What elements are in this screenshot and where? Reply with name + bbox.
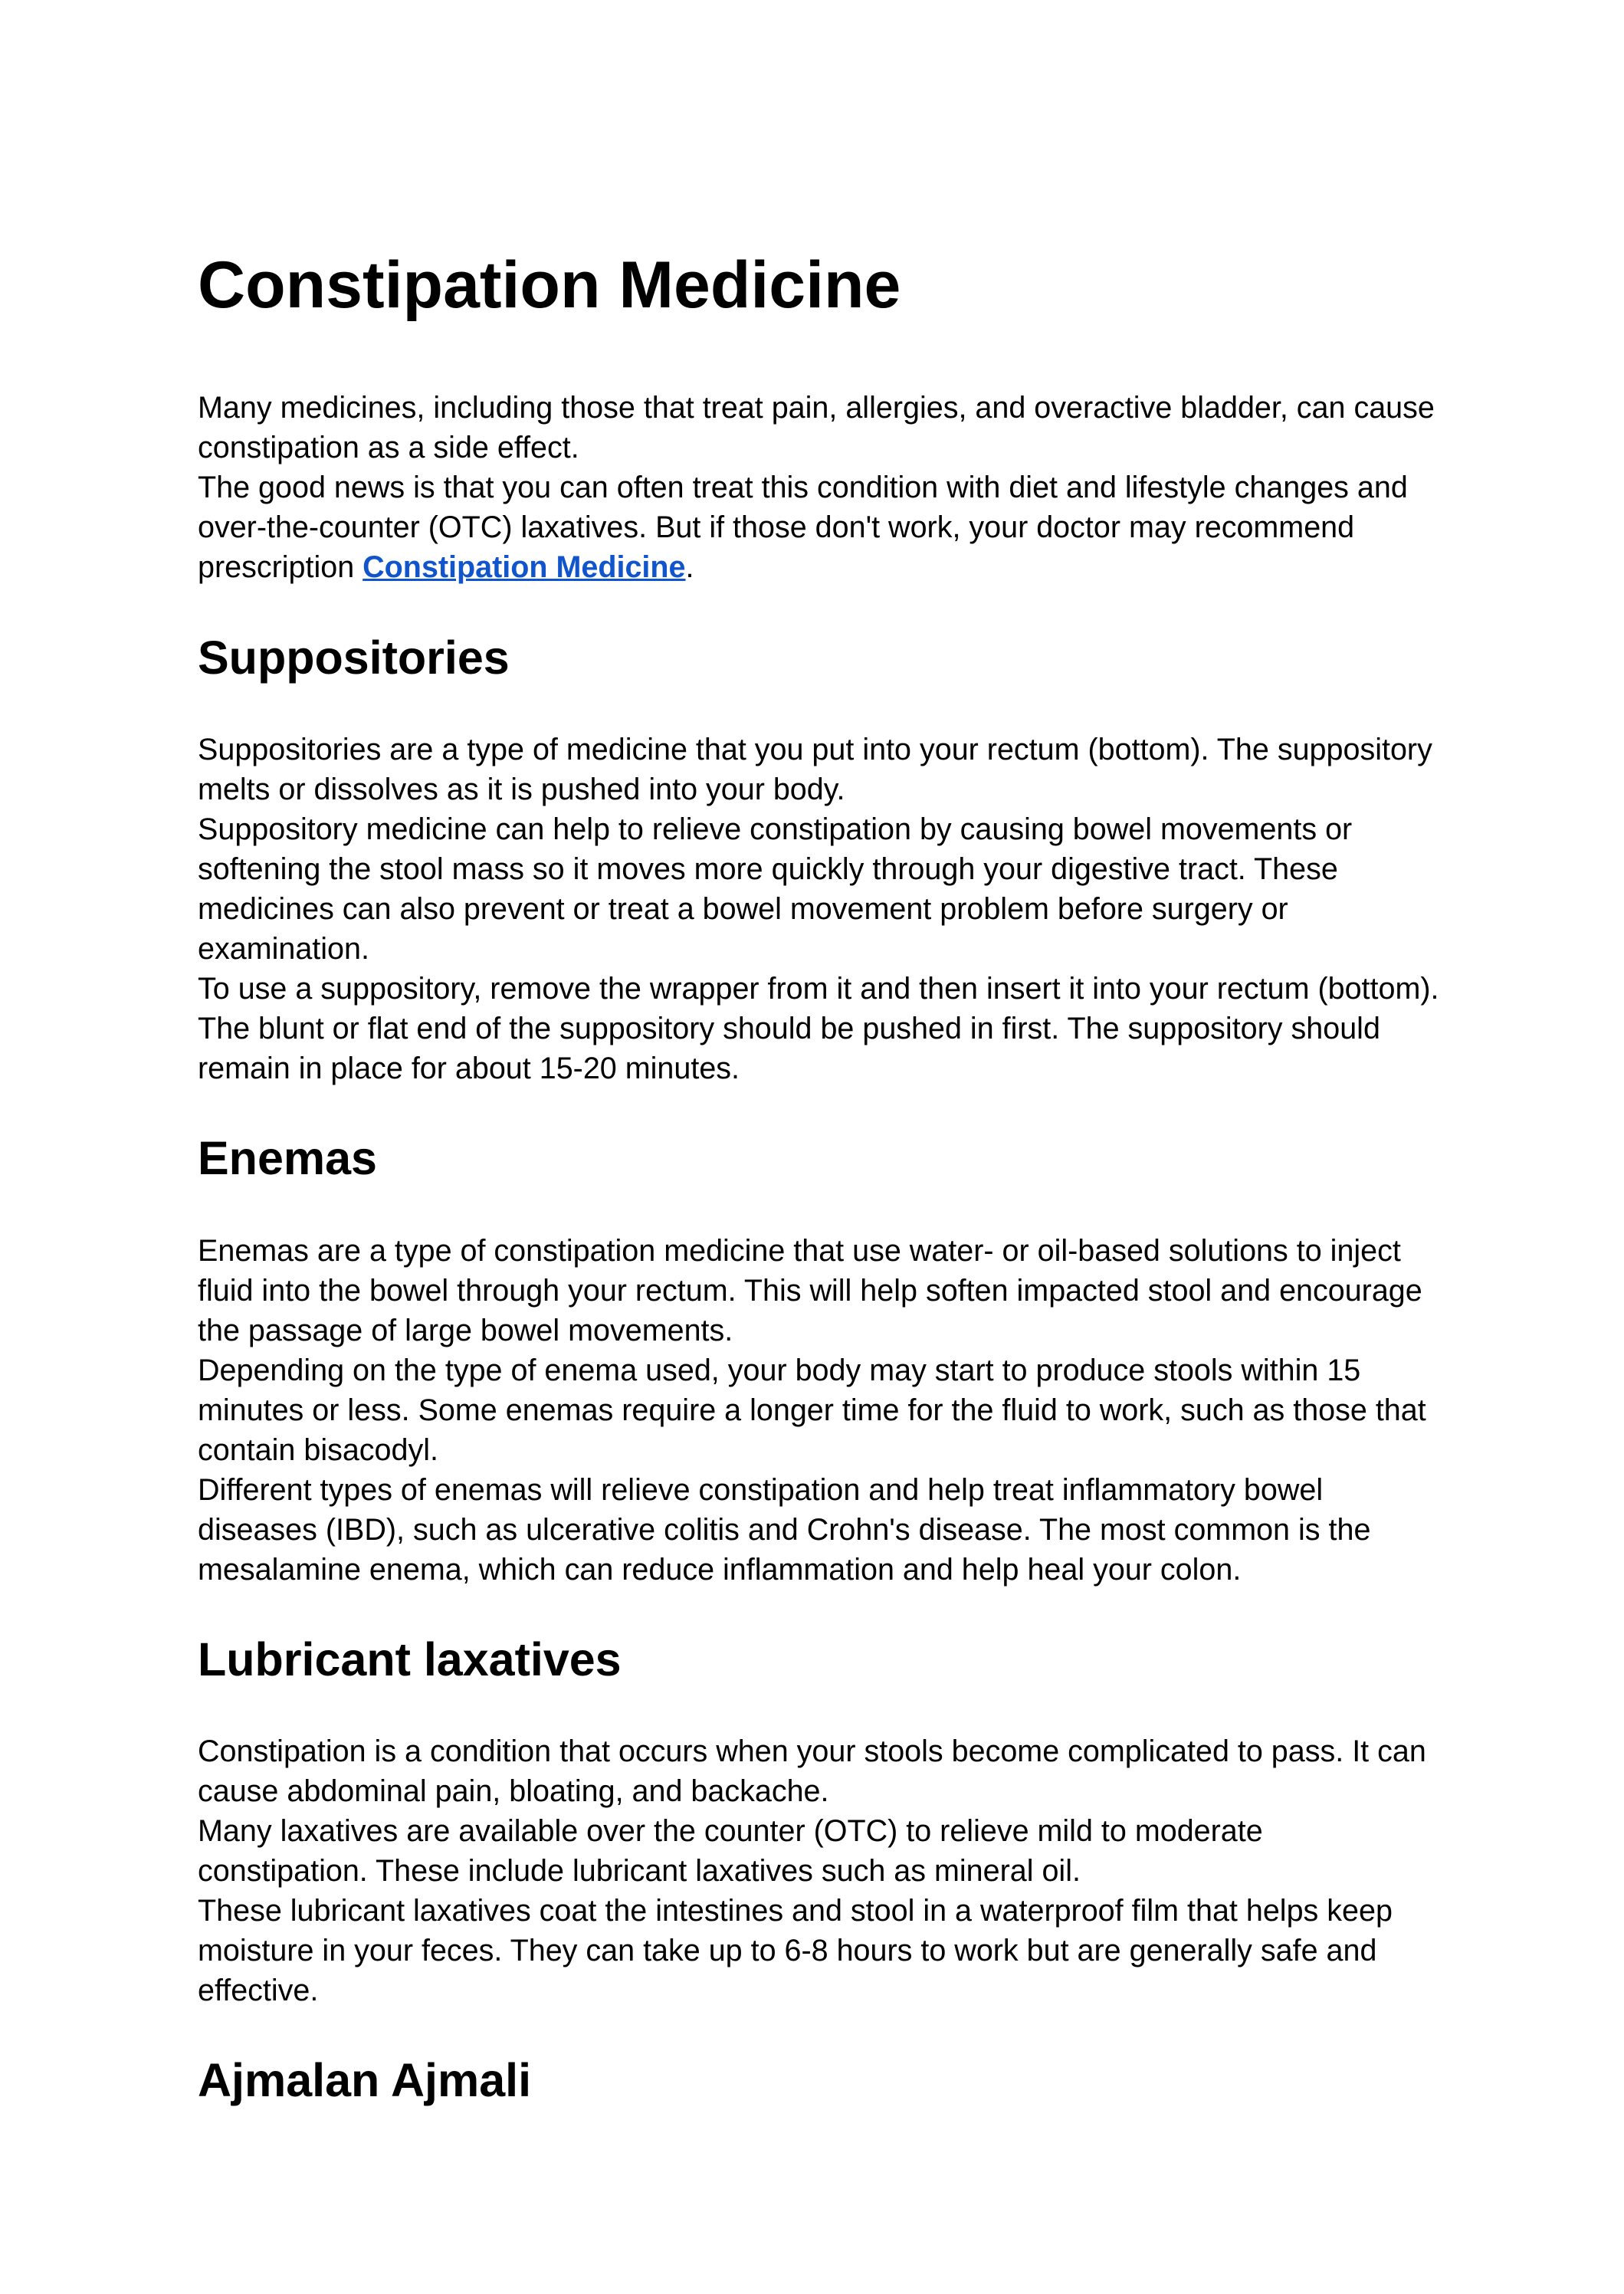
section-paragraph: Enemas are a type of constipation medicine that use water- or oil-based solutions to inject fluid into the bowel through your rectum. This will help soften impacted stool and encourage the passage of large bowel movements. [198, 1234, 1422, 1347]
section-paragraph: These lubricant laxatives coat the intestines and stool in a waterproof film that helps keep moisture in your feces. They can take up to 6-8 hours to work but are generally safe and effective. [198, 1894, 1393, 2007]
section-paragraph: Different types of enemas will relieve constipation and help treat inflammatory bowel diseases (IBD), such as ulcerative colitis and Crohn's disease. The most common is the mesalamine enema, which can reduce inflammation and help heal your colon. [198, 1473, 1371, 1587]
section-body-enemas [198, 1231, 1439, 1590]
section-paragraph: Suppositories are a type of medicine that you put into your rectum (bottom). The suppository melts or dissolves as it is pushed into your body. [198, 733, 1432, 806]
section-paragraph: Depending on the type of enema used, your body may start to produce stools within 15 minutes or less. Some enemas require a longer time for the fluid to work, such as those that contain bisacodyl. [198, 1354, 1426, 1467]
section-heading-suppositories: Suppositories [198, 632, 510, 684]
section-heading-enemas: Enemas [198, 1132, 377, 1184]
section-heading-lubricant-laxatives: Lubricant laxatives [198, 1633, 622, 1685]
section-paragraph: Constipation is a condition that occurs when your stools become complicated to pass. It can cause abdominal pain, bloating, and backache. [198, 1734, 1426, 1808]
intro-paragraph-2-text: The good news is that you can often treat this condition with diet and lifestyle changes and over-the-counter (OTC) laxatives. But if those don't work, your doctor may recommend prescription [198, 471, 1408, 584]
author-heading: Ajmalan Ajmali [198, 2054, 532, 2106]
intro-paragraph-2 [198, 468, 1439, 587]
constipation-medicine-link[interactable]: Constipation Medicine [363, 550, 686, 584]
section-paragraph: Many laxatives are available over the counter (OTC) to relieve mild to moderate constipation. These include lubricant laxatives such as mineral oil. [198, 1814, 1263, 1888]
section-paragraph: Suppository medicine can help to relieve constipation by causing bowel movements or softening the stool mass so it moves more quickly through your digestive tract. These medicines can also prevent or treat a bowel movement problem before surgery or examination. [198, 812, 1353, 966]
intro-paragraph-2-end: . [685, 550, 694, 584]
section-body-lubricant-laxatives [198, 1731, 1439, 2010]
intro-paragraph-1: Many medicines, including those that treat pain, allergies, and overactive bladder, can cause constipation as a side effect. [198, 391, 1435, 464]
intro-text [198, 388, 1439, 587]
page-title: Constipation Medicine [198, 248, 901, 322]
section-paragraph: To use a suppository, remove the wrapper from it and then insert it into your rectum (bottom). The blunt or flat end of the suppository should be pushed in first. The suppository should remain in place for about 15-20 minutes. [198, 972, 1439, 1085]
section-body-suppositories [198, 730, 1439, 1088]
